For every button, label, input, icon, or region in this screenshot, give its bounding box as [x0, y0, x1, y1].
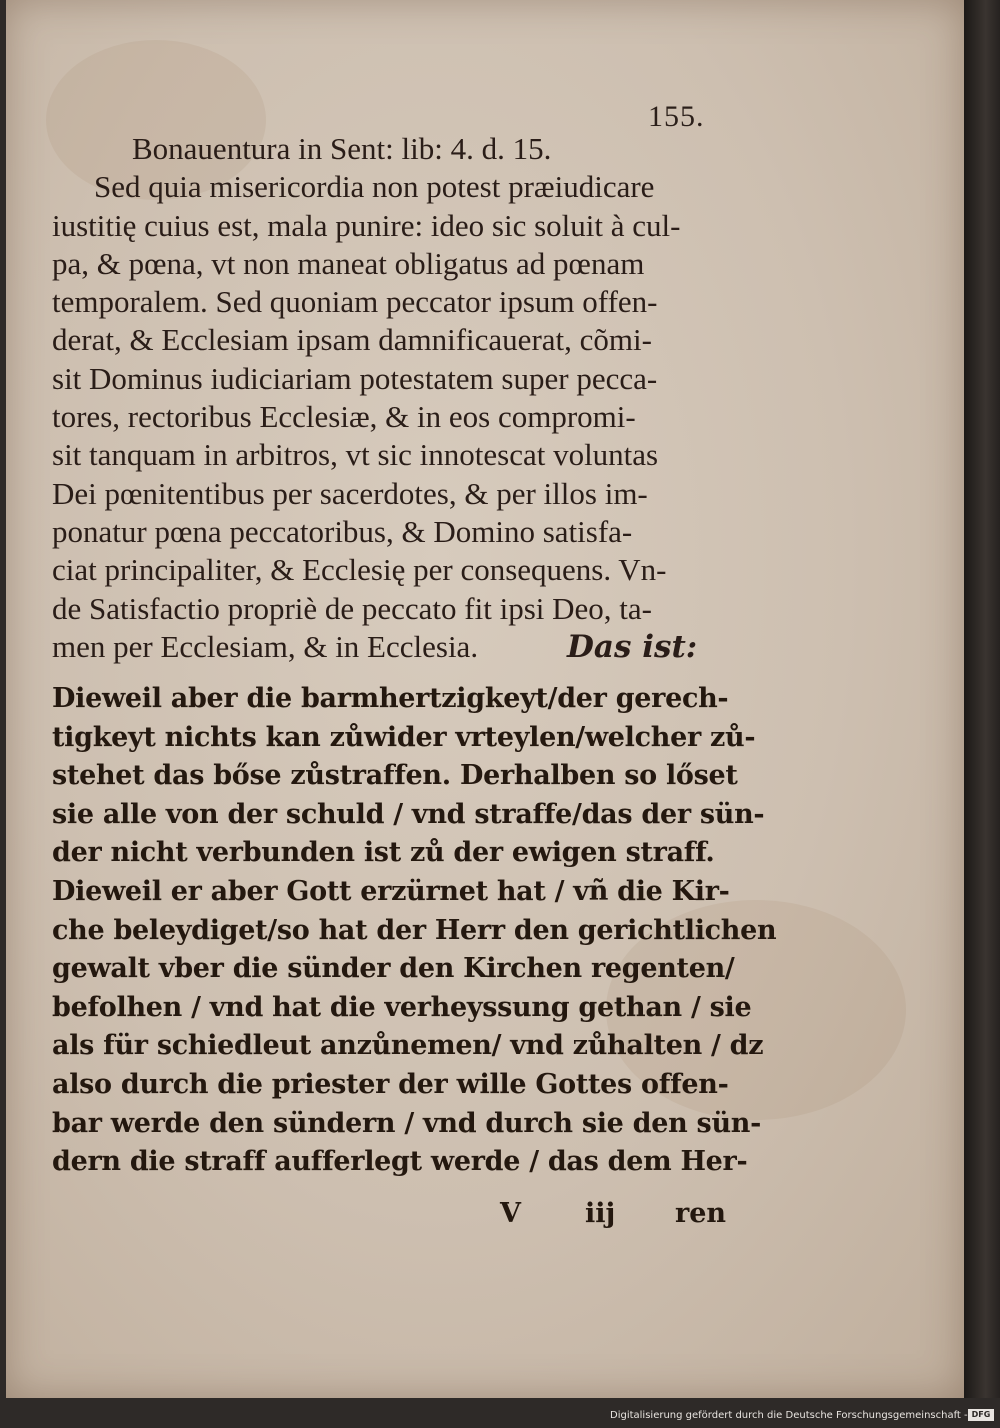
- german-line: also durch die priester der wille Gottes offen-: [52, 1068, 729, 1100]
- signature-number: iij: [585, 1198, 616, 1229]
- latin-line: iustitię cuius est, mala punire: ideo sic soluit à cul-: [52, 207, 681, 243]
- latin-line: sit Dominus iudiciariam potestatem super pecca-: [52, 360, 658, 396]
- german-line: gewalt vber die sünder den Kirchen regenten/: [52, 953, 735, 985]
- latin-line: temporalem. Sed quoniam peccator ipsum offen-: [52, 284, 658, 320]
- catchword: ren: [675, 1198, 727, 1229]
- latin-line: Sed quia misericordia non potest præiudicare: [94, 169, 655, 205]
- german-line: stehet das bőse zůstraffen. Derhalben so lőset: [52, 760, 738, 792]
- german-line: bar werde den sündern / vnd durch sie den sün-: [52, 1107, 762, 1139]
- digitization-credit: Digitalisierung gefördert durch die Deutsche Forschungsgemeinschaft -: [610, 1410, 968, 1421]
- transition-phrase: Das ist:: [567, 628, 698, 665]
- german-line: Dieweil er aber Gott erzürnet hat / vñ die Kir-: [52, 875, 730, 907]
- latin-line: ciat principaliter, & Ecclesię per consequens. Vn-: [52, 552, 667, 588]
- latin-line: Dei pœnitentibus per sacerdotes, & per illos im-: [52, 475, 648, 511]
- latin-line: sit tanquam in arbitros, vt sic innotescat voluntas: [52, 437, 659, 473]
- german-line: che beleydiget/so hat der Herr den gerichtlichen: [52, 914, 777, 946]
- german-line: als für schiedleut anzůnemen/ vnd zůhalten / dz: [52, 1030, 764, 1062]
- latin-line: derat, & Ecclesiam ipsam damnificauerat, cõmi-: [52, 322, 652, 358]
- latin-text-block: [52, 130, 772, 666]
- german-line: dern die straff aufferlegt werde / das dem Her-: [52, 1146, 748, 1178]
- german-text-block: [52, 680, 777, 1182]
- latin-line-text: men per Ecclesiam, & in Ecclesia.: [52, 628, 479, 664]
- german-line: tigkeyt nichts kan zůwider vrteylen/welcher zů-: [52, 721, 756, 753]
- latin-line: tores, rectoribus Ecclesiæ, & in eos compromi-: [52, 399, 636, 435]
- latin-line: de Satisfactio propriè de peccato fit ipsi Deo, ta-: [52, 590, 652, 626]
- german-line: befolhen / vnd hat die verheyssung gethan / sie: [52, 991, 752, 1023]
- latin-line: pa, & pœna, vt non maneat obligatus ad pœnam: [52, 245, 645, 281]
- page-edge: [964, 0, 1000, 1398]
- german-line: der nicht verbunden ist zů der ewigen straff.: [52, 837, 715, 869]
- german-line: Dieweil aber die barmhertzigkeyt/der gerech-: [52, 683, 729, 714]
- page-number: 155.: [648, 100, 705, 133]
- latin-line: Bonauentura in Sent: lib: 4. d. 15.: [132, 131, 552, 166]
- signature-mark: V: [500, 1198, 521, 1229]
- latin-line: ponatur pœna peccatoribus, & Domino satisfa-: [52, 513, 633, 549]
- latin-line-last: [52, 628, 772, 666]
- dfg-logo: DFG: [968, 1409, 994, 1421]
- german-line: sie alle von der schuld / vnd straffe/das der sün-: [52, 798, 765, 830]
